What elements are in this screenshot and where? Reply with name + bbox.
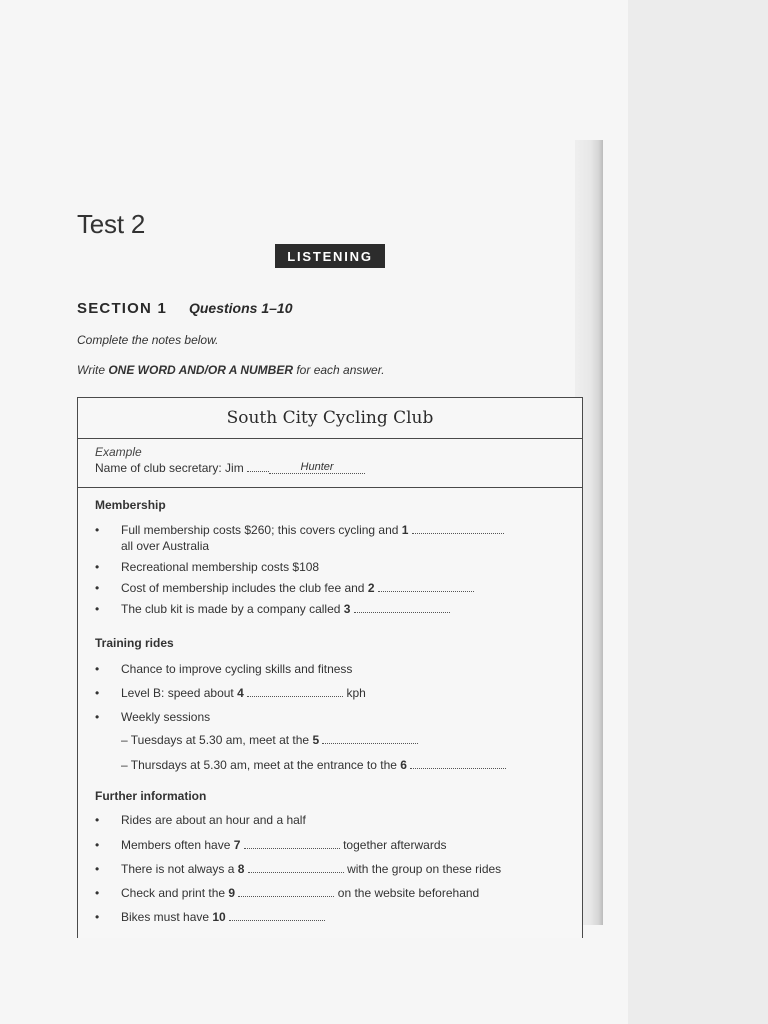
item-before: – Tuesdays at 5.30 am, meet at the [121,733,313,747]
question-number: 5 [312,733,320,747]
bullet-icon: • [95,910,100,924]
question-number: 3 [343,602,351,616]
instruction-word-limit-bold: ONE WORD AND/OR A NUMBER [108,363,294,377]
item-before: Check and print the [121,886,229,900]
item-text [121,601,450,617]
question-number: 10 [212,910,226,924]
test-title: Test 2 [77,209,146,239]
item-before: Cost of membership includes the club fee and [121,581,368,595]
item-before: Full membership costs $260; this covers cycling and [121,523,402,537]
question-number: 2 [367,581,375,595]
bullet-icon: • [95,581,100,595]
instruction-suffix: for each answer. [293,363,385,377]
answer-blank[interactable] [378,581,474,592]
listening-badge: LISTENING [275,244,385,268]
example-answer: Hunter [269,461,365,474]
item-after: with the group on these rides [343,862,502,876]
item-before: Bikes must have [121,910,213,924]
bullet-icon: • [95,813,100,827]
bullet-icon: • [95,560,100,574]
bullet-icon: • [95,838,100,852]
answer-blank[interactable] [354,602,450,613]
example-text: Name of club secretary: Jim [95,461,244,475]
item-text [121,909,325,925]
item-text [121,685,366,701]
item-text: Recreational membership costs $108 [121,560,320,574]
answer-blank[interactable] [248,862,344,873]
item-before: Members often have [121,838,234,852]
item-text [121,522,504,538]
example-label: Example [95,445,142,459]
item-before: Level B: speed about [121,686,238,700]
item-text: Chance to improve cycling skills and fitness [121,662,353,676]
instruction-word-limit [77,363,385,377]
question-number: 1 [401,523,409,537]
item-after: on the website beforehand [334,886,480,900]
notes-title: South City Cycling Club [78,398,582,439]
item-text: Weekly sessions [121,710,211,724]
item-after: together afterwards [339,838,447,852]
answer-blank[interactable] [247,686,343,697]
notes-table [77,397,583,938]
bullet-icon: • [95,523,100,537]
item-text [121,837,447,853]
answer-blank[interactable] [229,910,325,921]
question-number: 6 [400,758,407,772]
question-number: 7 [233,838,241,852]
answer-blank[interactable] [412,523,504,534]
bullet-icon: • [95,710,100,724]
question-number: 4 [237,686,244,700]
instruction-prefix: Write [77,363,109,377]
answer-blank[interactable] [322,733,418,744]
section-header [77,298,292,318]
answer-blank[interactable] [244,838,340,849]
item-text [121,580,474,596]
answer-blank[interactable] [238,886,334,897]
item-after: kph [343,686,366,700]
item-before: – Thursdays at 5.30 am, meet at the entrance to the [121,758,401,772]
bullet-icon: • [95,602,100,616]
item-before: The club kit is made by a company called [121,602,344,616]
section-label: SECTION 1 [77,299,167,317]
bullet-icon: • [95,686,100,700]
item-before: There is not always a [121,862,238,876]
heading-further-information: Further information [95,789,207,803]
bullet-icon: • [95,662,100,676]
training-sub-item-tuesday [121,733,418,747]
answer-blank[interactable] [410,758,506,769]
training-sub-item-thursday [121,758,506,772]
question-number: 8 [237,862,245,876]
heading-training-rides: Training rides [95,636,174,650]
membership-item-1-continuation: all over Australia [121,539,210,553]
example-dots [247,461,269,472]
bullet-icon: • [95,886,100,900]
item-text [121,861,501,877]
example-line [95,461,365,476]
item-text: Rides are about an hour and a half [121,813,306,827]
questions-range: Questions 1–10 [188,300,293,316]
bullet-icon: • [95,862,100,876]
example-row [78,439,582,488]
heading-membership: Membership [95,498,166,512]
item-text [121,885,479,901]
instruction-complete: Complete the notes below. [77,333,219,347]
page-margin [628,0,768,1024]
question-number: 9 [228,886,236,900]
